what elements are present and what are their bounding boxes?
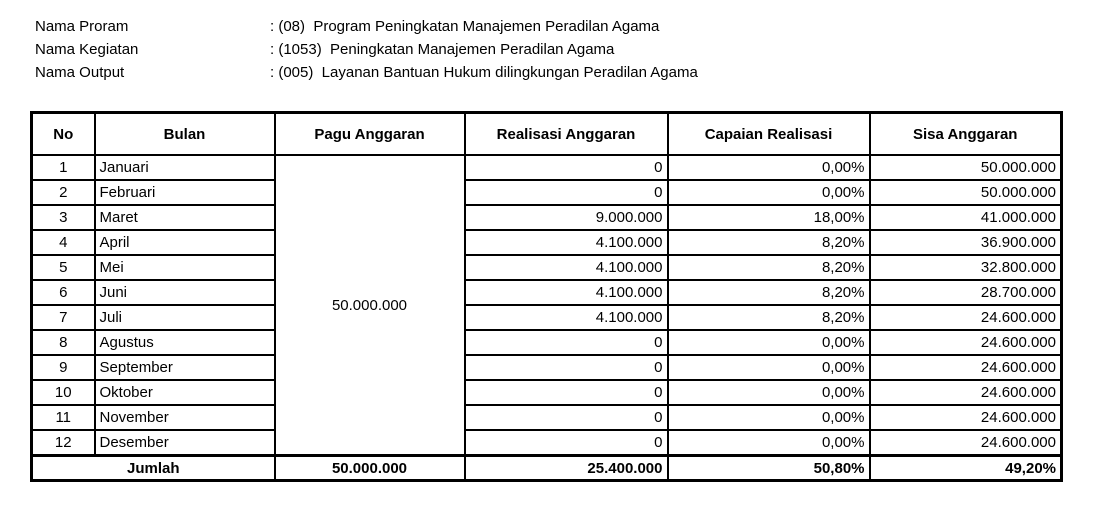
cell-realisasi-anggaran: 0: [465, 430, 668, 456]
cell-total-label: Jumlah: [32, 456, 275, 481]
cell-capaian-realisasi: 0,00%: [668, 330, 870, 355]
cell-bulan: Januari: [95, 155, 275, 180]
cell-realisasi-anggaran: 0: [465, 355, 668, 380]
cell-sisa-anggaran: 50.000.000: [870, 180, 1062, 205]
table-row-september: [32, 355, 1062, 380]
table-row-januari: [32, 155, 1062, 180]
cell-realisasi-anggaran: 0: [465, 380, 668, 405]
cell-bulan: April: [95, 230, 275, 255]
cell-bulan: September: [95, 355, 275, 380]
cell-no: 4: [32, 230, 95, 255]
cell-realisasi-anggaran: 9.000.000: [465, 205, 668, 230]
table-row-mei: [32, 255, 1062, 280]
table-row-februari: [32, 180, 1062, 205]
cell-capaian-realisasi: 0,00%: [668, 430, 870, 456]
info-row-output: [35, 61, 1100, 84]
info-value-program: : (08) Program Peningkatan Manajemen Peradilan Agama: [270, 18, 660, 35]
cell-bulan: Agustus: [95, 330, 275, 355]
cell-capaian-realisasi: 0,00%: [668, 405, 870, 430]
table-row-juni: [32, 280, 1062, 305]
cell-capaian-realisasi: 0,00%: [668, 180, 870, 205]
cell-capaian-realisasi: 8,20%: [668, 255, 870, 280]
cell-capaian-realisasi: 0,00%: [668, 355, 870, 380]
cell-sisa-anggaran: 24.600.000: [870, 355, 1062, 380]
cell-capaian-realisasi: 0,00%: [668, 155, 870, 180]
header-no: No: [32, 113, 95, 156]
cell-sisa-anggaran: 24.600.000: [870, 430, 1062, 456]
cell-no: 9: [32, 355, 95, 380]
cell-no: 12: [32, 430, 95, 456]
cell-pagu-anggaran-merged: 50.000.000: [275, 155, 465, 456]
cell-sisa-anggaran: 28.700.000: [870, 280, 1062, 305]
header-capaian-realisasi: Capaian Realisasi: [668, 113, 870, 156]
table-row-desember: [32, 430, 1062, 456]
cell-capaian-realisasi: 18,00%: [668, 205, 870, 230]
cell-sisa-anggaran: 24.600.000: [870, 305, 1062, 330]
cell-sisa-anggaran: 24.600.000: [870, 330, 1062, 355]
cell-realisasi-anggaran: 4.100.000: [465, 230, 668, 255]
cell-sisa-anggaran: 32.800.000: [870, 255, 1062, 280]
header-bulan: Bulan: [95, 113, 275, 156]
cell-realisasi-anggaran: 0: [465, 405, 668, 430]
cell-bulan: Juli: [95, 305, 275, 330]
info-label-output: Nama Output: [35, 64, 125, 81]
table-row-april: [32, 230, 1062, 255]
cell-no: 2: [32, 180, 95, 205]
cell-realisasi-anggaran: 0: [465, 155, 668, 180]
header-pagu-anggaran: Pagu Anggaran: [275, 113, 465, 156]
table-row-oktober: [32, 380, 1062, 405]
cell-bulan: Februari: [95, 180, 275, 205]
cell-bulan: November: [95, 405, 275, 430]
cell-realisasi-anggaran: 0: [465, 330, 668, 355]
cell-bulan: Desember: [95, 430, 275, 456]
table-row-juli: [32, 305, 1062, 330]
total-row: [32, 456, 1062, 481]
cell-sisa-anggaran: 24.600.000: [870, 380, 1062, 405]
cell-total-sisa-anggaran: 49,20%: [870, 456, 1062, 481]
info-label-kegiatan: Nama Kegiatan: [35, 41, 139, 58]
cell-capaian-realisasi: 0,00%: [668, 380, 870, 405]
cell-no: 10: [32, 380, 95, 405]
cell-total-realisasi-anggaran: 25.400.000: [465, 456, 668, 481]
cell-bulan: Juni: [95, 280, 275, 305]
table-row-november: [32, 405, 1062, 430]
cell-capaian-realisasi: 8,20%: [668, 230, 870, 255]
table-header-row: [32, 113, 1062, 156]
info-value-kegiatan: : (1053) Peningkatan Manajemen Peradilan Agama: [270, 41, 615, 58]
cell-realisasi-anggaran: 4.100.000: [465, 280, 668, 305]
cell-sisa-anggaran: 41.000.000: [870, 205, 1062, 230]
cell-no: 5: [32, 255, 95, 280]
cell-realisasi-anggaran: 0: [465, 180, 668, 205]
info-value-output: : (005) Layanan Bantuan Hukum dilingkungan Peradilan Agama: [270, 64, 698, 81]
info-row-kegiatan: [35, 38, 1100, 61]
cell-no: 1: [32, 155, 95, 180]
cell-sisa-anggaran: 24.600.000: [870, 405, 1062, 430]
cell-sisa-anggaran: 50.000.000: [870, 155, 1062, 180]
cell-no: 7: [32, 305, 95, 330]
cell-total-capaian-realisasi: 50,80%: [668, 456, 870, 481]
cell-sisa-anggaran: 36.900.000: [870, 230, 1062, 255]
header-sisa-anggaran: Sisa Anggaran: [870, 113, 1062, 156]
program-info: [35, 15, 1100, 84]
table-row-maret: [32, 205, 1062, 230]
cell-no: 3: [32, 205, 95, 230]
table-row-agustus: [32, 330, 1062, 355]
budget-realization-table: [30, 111, 1063, 482]
info-row-program: [35, 15, 1100, 38]
cell-no: 8: [32, 330, 95, 355]
cell-capaian-realisasi: 8,20%: [668, 305, 870, 330]
cell-no: 11: [32, 405, 95, 430]
cell-total-pagu-anggaran: 50.000.000: [275, 456, 465, 481]
cell-capaian-realisasi: 8,20%: [668, 280, 870, 305]
cell-realisasi-anggaran: 4.100.000: [465, 305, 668, 330]
cell-no: 6: [32, 280, 95, 305]
header-realisasi-anggaran: Realisasi Anggaran: [465, 113, 668, 156]
cell-bulan: Oktober: [95, 380, 275, 405]
cell-realisasi-anggaran: 4.100.000: [465, 255, 668, 280]
cell-bulan: Maret: [95, 205, 275, 230]
cell-bulan: Mei: [95, 255, 275, 280]
info-label-program: Nama Proram: [35, 18, 129, 35]
